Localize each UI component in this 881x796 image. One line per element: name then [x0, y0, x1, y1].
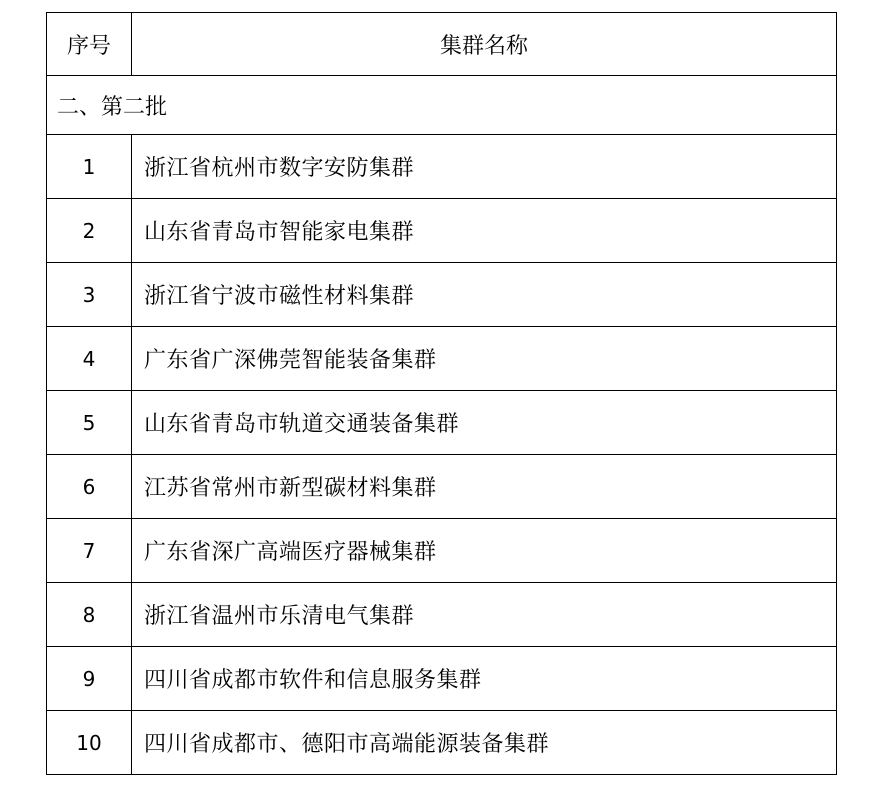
table-row	[47, 647, 837, 711]
row-name: 山东省青岛市轨道交通装备集群	[132, 391, 837, 455]
table-row	[47, 711, 837, 775]
row-name: 四川省成都市软件和信息服务集群	[132, 647, 837, 711]
row-index: 7	[47, 519, 132, 583]
row-name: 浙江省温州市乐清电气集群	[132, 583, 837, 647]
table-row	[47, 519, 837, 583]
row-index: 2	[47, 199, 132, 263]
table-row	[47, 199, 837, 263]
row-name: 浙江省杭州市数字安防集群	[132, 135, 837, 199]
row-index: 5	[47, 391, 132, 455]
row-name: 浙江省宁波市磁性材料集群	[132, 263, 837, 327]
table-row	[47, 263, 837, 327]
row-name: 广东省广深佛莞智能装备集群	[132, 327, 837, 391]
group-row	[47, 76, 837, 135]
row-index: 1	[47, 135, 132, 199]
table-row	[47, 327, 837, 391]
table-row	[47, 391, 837, 455]
table-row	[47, 455, 837, 519]
row-name: 江苏省常州市新型碳材料集群	[132, 455, 837, 519]
row-index: 10	[47, 711, 132, 775]
table-row	[47, 583, 837, 647]
row-name: 山东省青岛市智能家电集群	[132, 199, 837, 263]
row-index: 4	[47, 327, 132, 391]
row-index: 3	[47, 263, 132, 327]
row-index: 9	[47, 647, 132, 711]
cluster-table	[46, 12, 837, 775]
table-header-row	[47, 13, 837, 76]
row-name: 四川省成都市、德阳市高端能源装备集群	[132, 711, 837, 775]
row-name: 广东省深广高端医疗器械集群	[132, 519, 837, 583]
header-index: 序号	[47, 13, 132, 76]
row-index: 6	[47, 455, 132, 519]
header-name: 集群名称	[132, 13, 837, 76]
group-label: 二、第二批	[47, 76, 837, 135]
row-index: 8	[47, 583, 132, 647]
table-row	[47, 135, 837, 199]
